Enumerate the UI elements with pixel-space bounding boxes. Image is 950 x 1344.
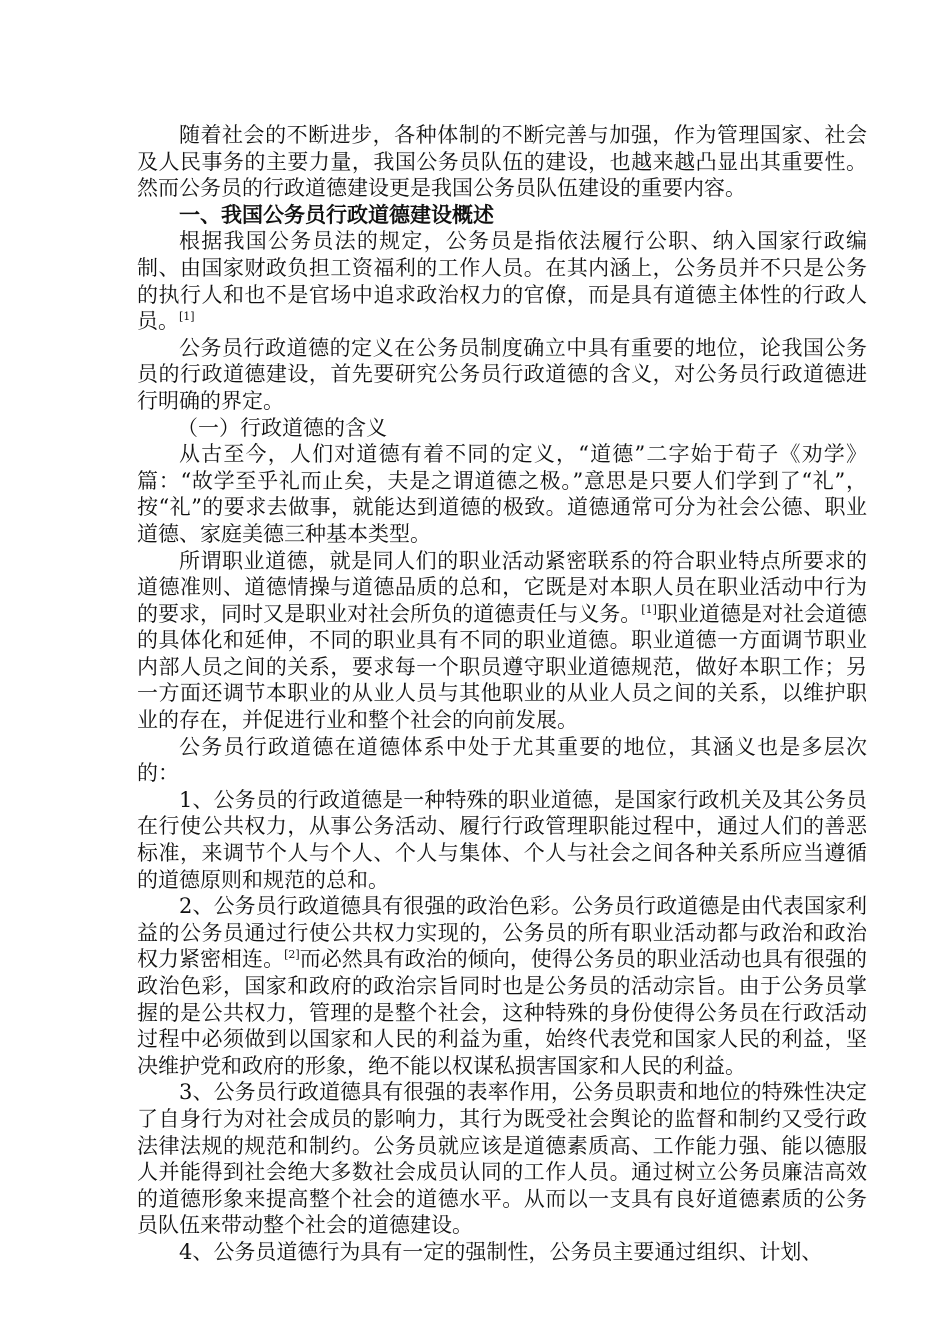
paragraph-levels: 公务员行政道德在道德体系中处于尤其重要的地位，其涵义也是多层次的：: [137, 734, 867, 786]
paragraph-text: 职业道德是对社会道德的具体化和延伸，不同的职业具有不同的职业道德。职业道德一方面调节职业内部人员之间的关系，要求每一个职员遵守职业道德规范，做好本职工作；另一方面还调节本职业的从业人员与其他职业的从业人员之间的关系，以维护职业的存在，并促进行业和整个社会的向前发展。: [137, 601, 868, 733]
citation-marker[interactable]: [1]: [179, 310, 195, 324]
list-item-3: 3、公务员行政道德具有很强的表率作用，公务员职责和地位的特殊性决定了自身行为对社会成员的影响力，其行为既受社会舆论的监督和制约又受行政法律法规的规范和制约。公务员就应该是道德素质高、工作能力强、能以德服人并能得到社会绝大多数社会成员认同的工作人员。通过树立公务员廉洁高效的道德形象来提高整个社会的道德水平。从而以一支具有良好道德素质的公务员队伍来带动整个社会的道德建设。: [137, 1080, 867, 1238]
list-item-1: 1、公务员的行政道德是一种特殊的职业道德，是国家行政机关及其公务员在行使公共权力，从事公务活动、履行行政管理职能过程中，通过人们的善恶标准，来调节个人与个人、个人与集体、个人与社会之间各种关系所应当遵循的道德原则和规范的总和。: [137, 787, 867, 892]
paragraph-morality-origin: 从古至今，人们对道德有着不同的定义，“道德”二字始于荀子《劝学》篇：“故学至乎礼而止矣，夫是之谓道德之极。”意思是只要人们学到了“礼”，按“礼”的要求去做事，就能达到道德的极致。道德通常可分为社会公德、职业道德、家庭美德三种基本类型。: [137, 442, 867, 546]
paragraph-text: 所谓职业道德，就是同人们的职业活动紧密联系的符合职业特点所要求的道德准则、道德情操与道德品质的总和，它既是对本职人员在职业活动中行为的要求，同时又是职业对社会所负的道德责任与义务。: [137, 548, 867, 626]
paragraph-text: 根据我国公务员法的规定，公务员是指依法履行公职、纳入国家行政编制、由国家财政负担工资福利的工作人员。在其内涵上，公务员并不只是公务的执行人和也不是官场中追求政治权力的官僚，而是具有道德主体性的行政人员。: [137, 229, 867, 334]
intro-paragraph: 随着社会的不断进步，各种体制的不断完善与加强，作为管理国家、社会及人民事务的主要力量，我国公务员队伍的建设，也越来越凸显出其重要性。然而公务员的行政道德建设更是我国公务员队伍建设的重要内容。: [137, 123, 867, 201]
citation-marker[interactable]: [1]: [641, 602, 657, 616]
list-item-2: [137, 893, 867, 1079]
document-page: [137, 122, 867, 1266]
list-item-4: 4、公务员道德行为具有一定的强制性，公务员主要通过组织、计划、: [179, 1239, 823, 1264]
paragraph-text: 2、公务员行政道德具有很强的政治色彩。公务员行政道德是由代表国家利益的公务员通过行使公共权力实现的，公务员的所有职业活动都与政治和政治权力紧密相连。: [137, 894, 867, 972]
paragraph-importance: 公务员行政道德的定义在公务员制度确立中具有重要的地位，论我国公务员的行政道德建设，首先要研究公务员行政道德的含义，对公务员行政道德进行明确的界定。: [137, 335, 867, 413]
section-heading: 一、我国公务员行政道德建设概述: [179, 201, 494, 227]
citation-marker[interactable]: [2]: [284, 948, 300, 962]
subsection-heading: （一）行政道德的含义: [177, 415, 387, 440]
paragraph-definition: [137, 228, 867, 334]
paragraph-text: 而必然具有政治的倾向，使得公务员的职业活动也具有很强的政治色彩，国家和政府的政治宗旨同时也是公务员的活动宗旨。由于公务员掌握的是公共权力，管理的是整个社会，这种特殊的身份使得公务员在行政活动过程中必须做到以国家和人民的利益为重，始终代表党和国家人民的利益，坚决维护党和政府的形象，绝不能以权谋私损害国家和人民的利益。: [137, 947, 868, 1078]
paragraph-professional-ethics: [137, 548, 867, 734]
